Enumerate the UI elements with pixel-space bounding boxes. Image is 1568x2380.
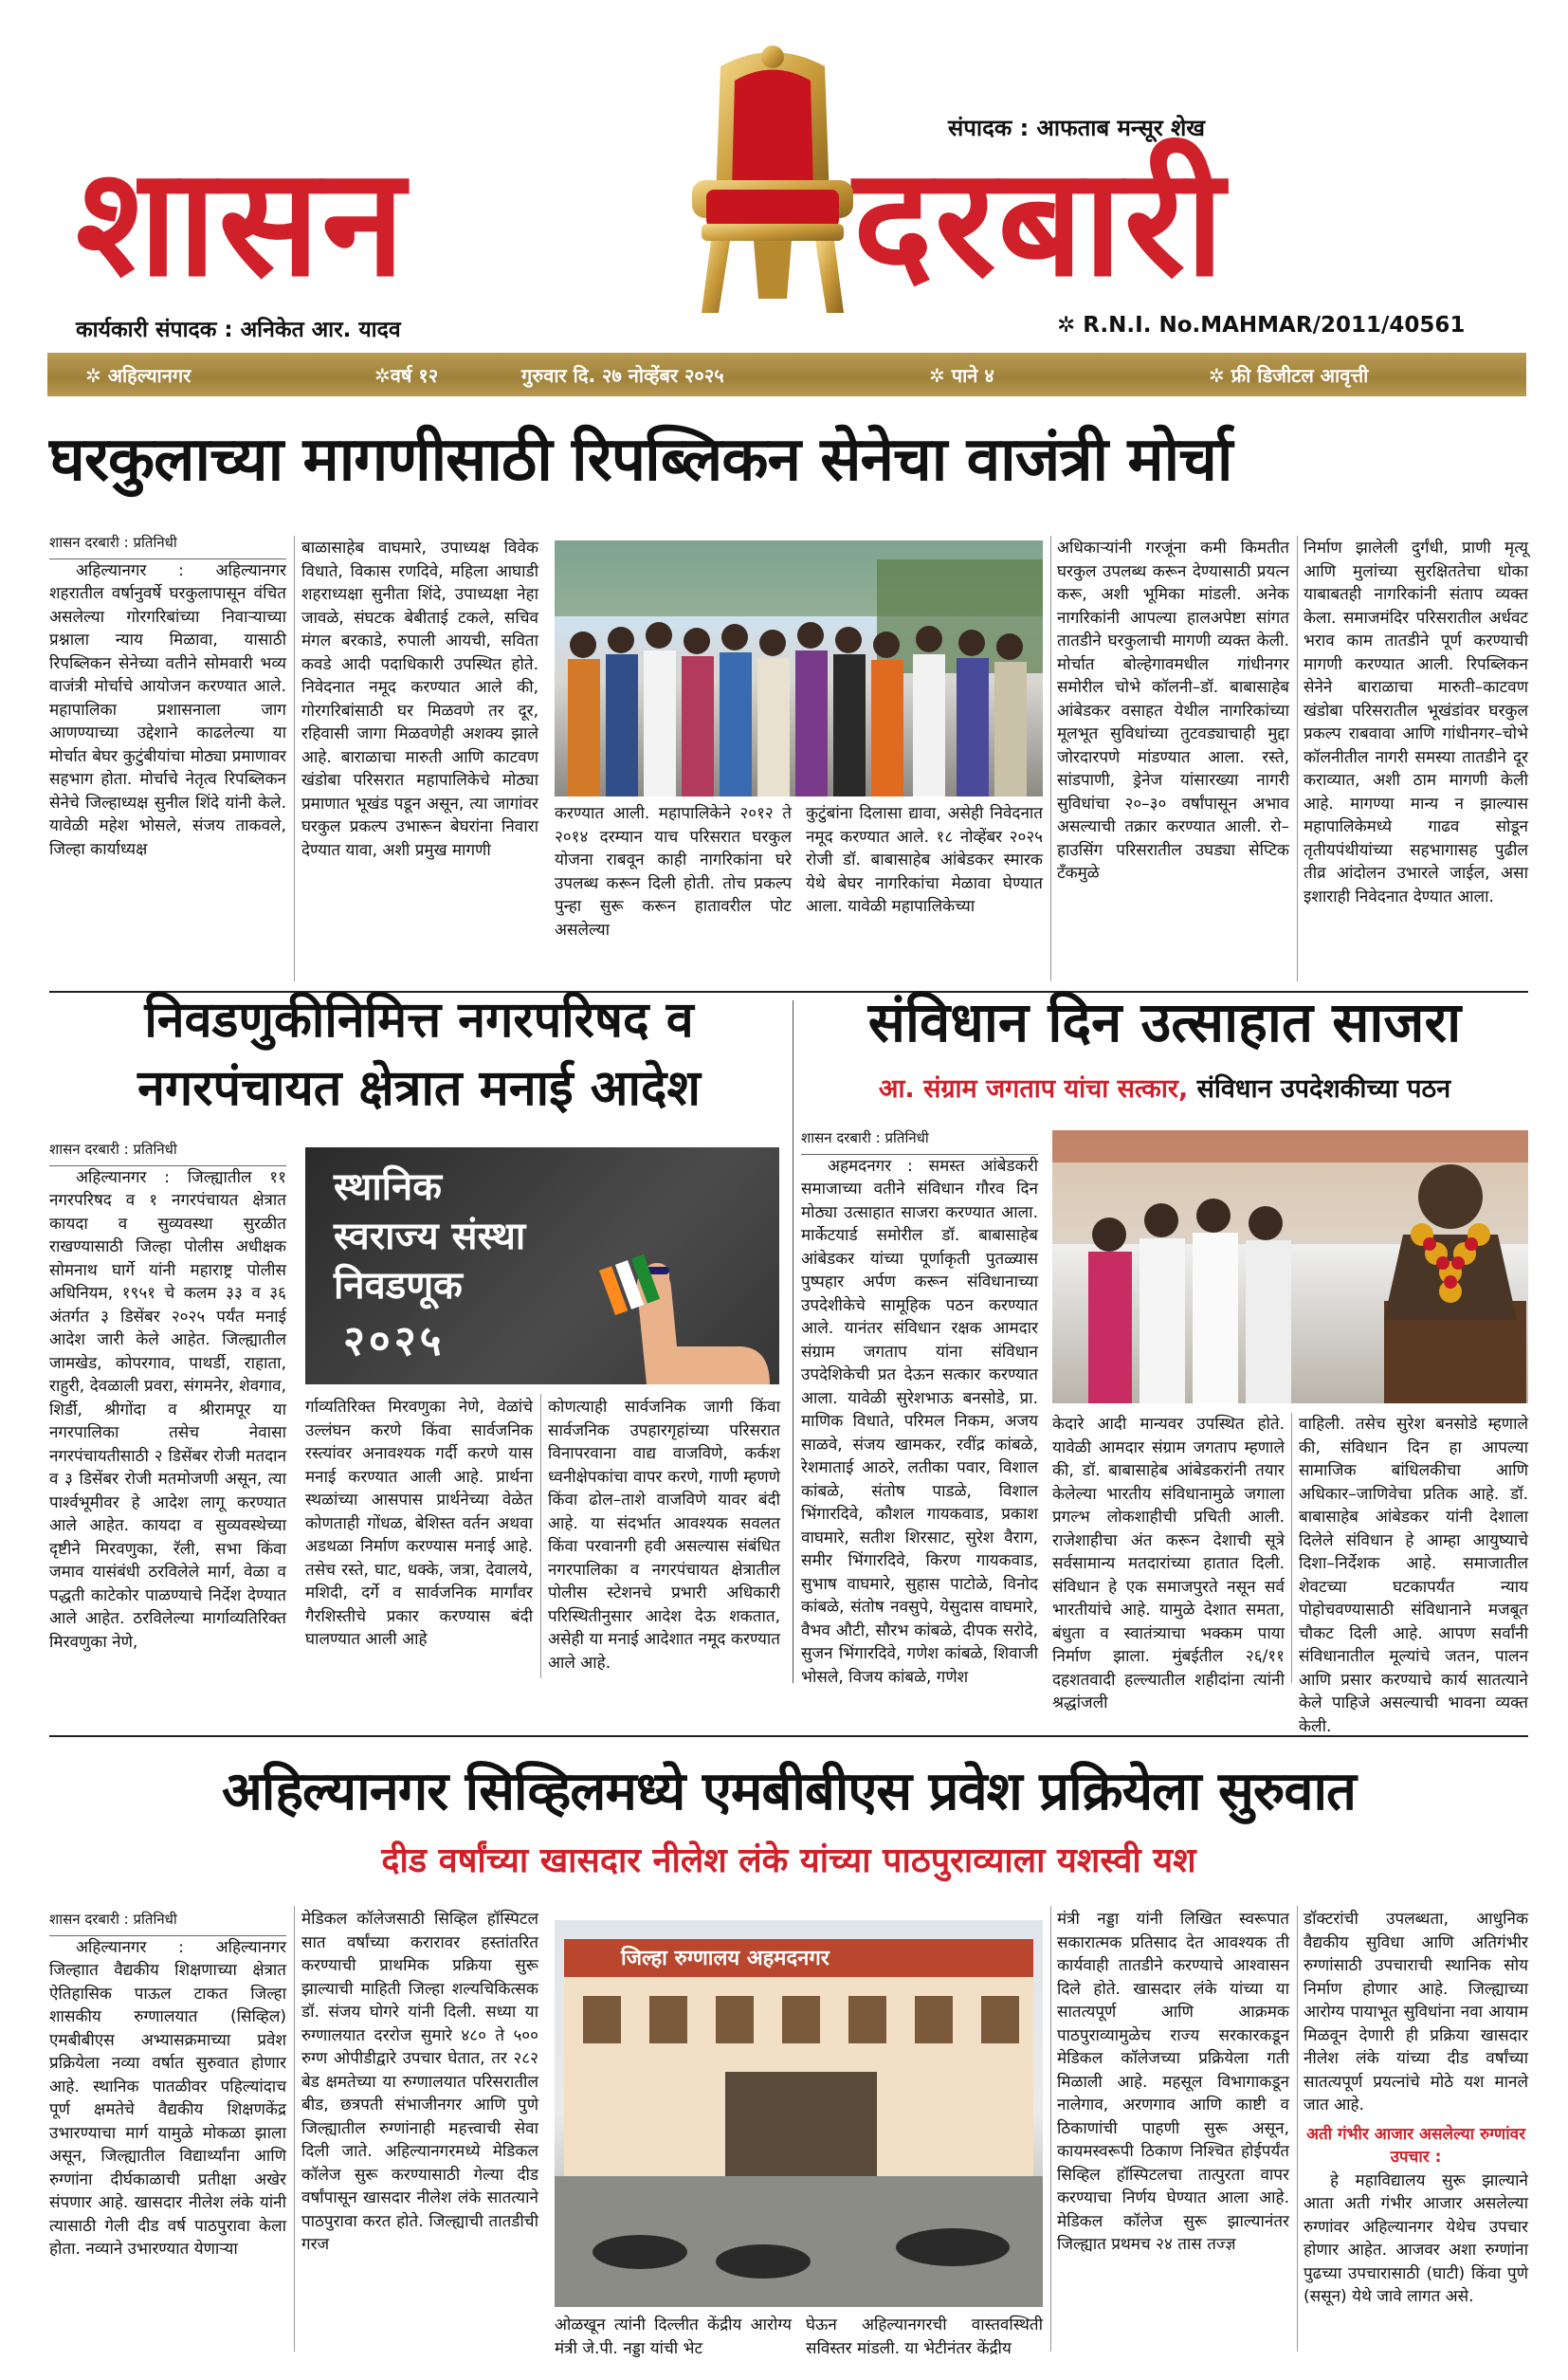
masthead-word-right: दरबारी — [853, 136, 1227, 310]
masthead — [0, 0, 1568, 353]
article2-col2: र्गाव्यतिरिक्त मिरवणुका नेणे, वेळांचे उल्लंघन करणे किंवा सार्वजनिक रस्त्यांवर अनावश्यक गर्दी करणे यास मनाई करण्यात आली आहे. प्रार्थना स्थळांच्या आसपास प्रार्थनेच्या वेळेत कोणताही गोंधळ, बेशिस्त वर्तन अथवा अडथळा निर्माण करण्यास मनाई आहे. तसेच रस्ते, घाट, धक्के, जत्रा, देवालये, मशिदी, दर्गे व सार्वजनिक मार्गांवर गैरशिस्तीचे प्रकार करण्यास बंदी घालण्यात आली आहे — [305, 1398, 533, 1649]
date-bar — [47, 353, 1526, 396]
article3-statue-photo — [1052, 1130, 1528, 1403]
article2-col3: कोणत्याही सार्वजनिक जागी किंवा सार्वजनिक उपहारगृहांच्या परिसरात विनापरवाना वाद्य वाजविणे, कर्कश ध्वनीक्षेपकांचा वापर करणे, गाणी म्हणणे किंवा ढोल–ताशे वाजविणे यावर बंदी आहे. या संदर्भात आवश्यक सवलत किंवा परवानगी हवी असल्यास संबंधित नगरपालिका व नगरपंचायत क्षेत्रातील पोलीस स्टेशनचे प्रभारी अधिकारी परिस्थितीनुसार आदेश देऊ शकतात, असेही या मनाई आदेशात नमूद करण्यात आले आहे. — [548, 1398, 780, 1673]
article1-col1: शासन दरबारी : प्रतिनिधी अहिल्यानगर : अहिल्यानगर शहरातील वर्षानुवर्षे घरकुलापासून वंचित असलेल्या गोरगरिबांच्या निवाऱ्याच्या प्रश्नाला न्याय मिळावा, यासाठी रिपब्लिकन सेनेच्या वतीने सोमवारी भव्य वाजंत्री मोर्चाचे आयोजन करण्यात आले. महापालिका प्रशासनाला जाग आणण्याच्या उद्देशाने काढलेल्या या मोर्चात बेघर कुटुंबीयांचा मोठ्या प्रमाणावर सहभाग होता. मोर्चाचे नेतृत्व रिपब्लिकन सेनेचे जिल्हाध्यक्ष सुनील शिंदे यांनी केले. यावेळी महेश भोसले, संजय ताकवले, जिल्हा कार्याध्यक्ष — [49, 531, 286, 986]
rni-number: ✲ R.N.I. No.MAHMAR/2011/40561 — [1057, 313, 1466, 338]
date-bar-pages: ✲ पाने ४ — [929, 363, 994, 387]
poster-line1: स्थानिक — [334, 1165, 442, 1209]
article1-col6: निर्माण झालेली दुर्गंधी, प्राणी मृत्यू आणि मुलांच्या सुरक्षिततेचा धोका याबाबतही नागरिकांनी संताप व्यक्त केला. समाजमंदिर परिसरातील अर्धवट भराव काम तातडीने पूर्ण करण्याची मागणी करण्यात आली. रिपब्लिकन सेनेने बाराळाचा मारुती–काटवण खंडोबा परिसरातील भूखंडांवर घरकुल प्रकल्प राबवावा आणि गांधीनगर–चोभे कॉलनीतील नागरी समस्या तातडीने दूर कराव्यात, अशी ठाम मागणी केली आहे. मागण्या मान्य न झाल्यास महापालिकेमध्ये गाढव सोडून तृतीयपंथीयांच्या सहभागासह पुढील तीव्र आंदोलन उभारले जाईल, असा इशाराही निवेदनात देण्यात आला. — [1304, 539, 1528, 906]
date-bar-year: ✲वर्ष १२ — [374, 363, 439, 387]
article3-subhead — [801, 1070, 1528, 1105]
masthead-word-left: शासन — [76, 136, 407, 310]
article1-col4: कुटुंबांना दिलासा द्यावा, असेही निवेदनात नमूद करण्यात आले. १८ नोव्हेंबर २०२५ रोजी डॉ. बाबासाहेब आंबेडकर स्मारक येथे बेघर नागरिकांचा मेळावा घेण्यात आला. यावेळी महापालिकेच्या — [806, 804, 1043, 916]
poster-line2: स्वराज्य संस्था — [334, 1215, 526, 1258]
article4-col2: मेडिकल कॉलेजसाठी सिव्हिल हॉस्पिटल सात वर्षांच्या करारावर हस्तांतरित करण्याची प्राथमिक प्रक्रिया सुरू झाल्याची माहिती जिल्हा शल्यचिकित्सक डॉ. संजय घोगरे यांनी दिली. सध्या या रुग्णालयात दररोज सुमारे ४८० ते ५०० रुग्ण ओपीडीद्वारे उपचार घेतात, तर २८२ बेड क्षमतेच्या या रुग्णालयात परिसरातील बीड, छत्रपती संभाजीनगर आणि पुणे जिल्ह्यातील रुग्णांनाही महत्त्वाची सेवा दिली जाते. अहिल्यानगरमध्ये मेडिकल कॉलेज सुरू करण्यासाठी गेल्या दीड वर्षांपासून खासदार नीलेश लंके सातत्याने पाठपुरावा करत होते. जिल्ह्याची तातडीची गरज — [301, 1910, 538, 2254]
article4-col6-subhead: अती गंभीर आजार असलेल्या रुग्णांवर उपचार : — [1305, 2124, 1526, 2167]
article3-byline: शासन दरबारी : प्रतिनिधी — [801, 1126, 1038, 1155]
article2-byline: शासन दरबारी : प्रतिनिधी — [49, 1138, 286, 1166]
article4-hospital-photo — [555, 1920, 1043, 2307]
article4-col5: मंत्री नड्डा यांनी लिखित स्वरूपात सकारात्मक प्रतिसाद देत आवश्यक ती कार्यवाही तातडीने करण्याचे आश्वासन दिले होते. खासदार लंके यांच्या या सातत्यपूर्ण आणि आक्रमक पाठपुराव्यामुळेच राज्य सरकारकडून मेडिकल कॉलेजच्या प्रक्रियेला गती मिळाली आहे. महसूल विभागाकडून नालेगाव, अरणगाव आणि काष्टी व ठिकाणांची पाहणी सुरू असून, कायमस्वरूपी ठिकाण निश्चित होईपर्यंत सिव्हिल हॉस्पिटलचा तात्पुरता वापर करण्याचा निर्णय घेण्यात आला आहे. मेडिकल कॉलेज सुरू झाल्यानंतर जिल्ह्यात प्रथमच २४ तास तज्ज्ञ — [1057, 1910, 1289, 2254]
article3-col2: केदारे आदी मान्यवर उपस्थित होते. यावेळी आमदार संग्राम जगताप म्हणाले की, डॉ. बाबासाहेब आंबेडकरांनी तयार केलेल्या भारतीय संविधानामुळे जगाला प्रगल्भ लोकशाहीची प्रचिती आली. राजेशाहीचा अंत करून देशाची सूत्रे सर्वसामान्य मतदारांच्या हातात दिली. संविधान हे एक समाजपुरते नसून सर्व भारतीयांचे आहे. यामुळे देशात समता, बंधुता व स्वातंत्र्याचा भक्कम पाया निर्माण झाला. मुंबईतील २६/११ दहशतवादी हल्ल्यातील शहीदांना त्यांनी श्रद्धांजली — [1052, 1415, 1285, 1712]
article1-col5: अधिकाऱ्यांनी गरजूंना कमी किमतीत घरकुल उपलब्ध करून देण्यासाठी प्रयत्न करू, अशी भूमिका मांडली. अनेक नागरिकांनी आपल्या हालअपेष्टा सांगत तातडीने घरकुलाची मागणी व्यक्त केली. मोर्चात बोल्हेगावमधील गांधीनगर समोरील चोभे कॉलनी–डॉ. बाबासाहेब आंबेडकर वसाहत येथील नागरिकांच्या मूलभूत सुविधांच्या तुटवड्याचाही मुद्दा जोरदारपणे मांडण्यात आला. रस्ते, सांडपाणी, ड्रेनेज यांसारख्या नागरी सुविधांचा २०–३० वर्षांपासून अभाव असल्याची तक्रार करण्यात आली. रो–हाउसिंग परिसरातील उघड्या सेप्टिक टँकमुळे — [1057, 539, 1289, 883]
article4-col4: घेऊन अहिल्यानगरची वास्तवस्थिती सविस्तर मांडली. या भेटीनंतर केंद्रीय — [806, 2316, 1043, 2358]
article3-subhead-black: संविधान उपदेशकीच्या पठन — [1188, 1074, 1451, 1104]
article3-col1: शासन दरबारी : प्रतिनिधी अहमदनगर : समस्त आंबेडकरी समाजाच्या वतीने संविधान गौरव दिन मोठ्या उत्साहात साजरा करण्यात आला. मार्केटयार्ड समोरील डॉ. बाबासाहेब आंबेडकर यांच्या पूर्णाकृती पुतळ्यास पुष्पहार अर्पण करून संविधानाच्या उपदेशीकेचे सामूहिक पठन करण्यात आले. यानंतर संविधान रक्षक आमदार संग्राम जगताप यांना संविधान उपदेशिकेची प्रत देऊन सत्कार करण्यात आला. यावेळी सुरेशभाऊ बनसोडे, प्रा. माणिक विधाते, परिमल निकम, अजय साळवे, संजय खामकर, रवींद्र कांबळे, रेशमाताई आठरे, लतीका पवार, विशाल कांबळे, संतोष पाडळे, विशाल भिंगारदिवे, कौशल गायकवाड, प्रकाश वाघमारे, सतीश शिरसाट, सुरेश वैराग, समीर भिंगारदिवे, किरण गायकवाड, सुभाष वाघमारे, सुहास पाटोळे, विनोद कांबळे, संतोष नवसुपे, येसुदास वाघमारे, वैभव औटी, सौरभ कांबळे, दीपक सरोदे, सुजन भिंगारदिवे, गणेश कांबळे, शिवाजी भोसले, विजय कांबळे, गणेश — [801, 1126, 1038, 1688]
article1-col2: बाळासाहेब वाघमारे, उपाध्यक्ष विवेक विधाते, विकास रणदिवे, महिला आघाडी शहराध्यक्षा सुनीता शिंदे, उपाध्यक्षा नेहा जावळे, संघटक बेबीताई टकले, सचिव मंगल बरकाडे, रुपाली आयची, सविता कवडे आदी पदाधिकारी उपस्थित होते. निवेदनात नमूद करण्यात आले की, गोरगरिबांसाठी घर मिळवणे तर दूर, रहिवासी जागा मिळवणेही अशक्य झाले आहे. बाराळाचा मारुती आणि काटवण खंडोबा परिसरात महापालिकेचे मोठ्या प्रमाणात भूखंड पडून असून, त्या जागांवर घरकुल प्रकल्प उभारून बेघरांना निवारा देण्यात यावा, अशी प्रमुख मागणी — [301, 539, 538, 860]
inked-finger-icon — [590, 1204, 779, 1384]
article4-headline: अहिल्यानगर सिव्हिलमध्ये एमबीबीएस प्रवेश प्रक्रियेला सुरुवात — [222, 1761, 1356, 1822]
protest-crowd-icon — [555, 540, 1043, 796]
date-bar-date: गुरुवार दि. २७ नोव्हेंबर २०२५ — [521, 363, 724, 387]
article2-col1: शासन दरबारी : प्रतिनिधी अहिल्यानगर : जिल्ह्यातील ११ नगरपरिषद व १ नगरपंचायत क्षेत्रात कायदा व सुव्यवस्था सुरळीत राखण्यासाठी जिल्हा पोलीस अधीक्षक सोमनाथ घार्गे यांनी महाराष्ट्र पोलीस अधिनियम, १९५१ चे कलम ३३ व ३६ अंतर्गत ३ डिसेंबर २०२५ पर्यंत मनाई आदेश जारी केले आहेत. जिल्ह्यातील जामखेड, कोपरगाव, पाथर्डी, राहाता, राहुरी, देवळाली प्रवरा, संगमनेर, शेवगाव, शिर्डी, श्रीगोंदा व श्रीरामपूर या नगरपालिका तसेच नेवासा नगरपंचायतीसाठी २ डिसेंबर रोजी मतदान व ३ डिसेंबर रोजी मतमोजणी असून, त्या पार्श्वभूमीवर हे आदेश लागू करण्यात आले आहेत. कायदा व सुव्यवस्थेच्या दृष्टीने मिरवणुका, रॅली, सभा किंवा जमाव यासंबंधी ठरविलेले मार्ग, वेळा व पद्धती काटेकोर पाळण्याचे निर्देश देण्यात आले आहेत. ठरविलेल्या मार्गाव्यतिरिक्त मिरवणुका नेणे, — [49, 1138, 286, 1688]
article3-subhead-red: आ. संग्राम जगताप यांचा सत्कार, — [878, 1074, 1189, 1104]
statue-garland-icon — [1052, 1130, 1528, 1403]
throne-logo-icon — [664, 38, 882, 322]
article1-protest-photo — [555, 540, 1043, 796]
article4-col6: डॉक्टरांची उपलब्धता, आधुनिक वैद्यकीय सुविधा आणि अतिगंभीर रुग्णांसाठी उपचाराची स्थानिक सोय निर्माण होणार आहे. जिल्ह्याच्या आरोग्य पायाभूत सुविधांना नवा आयाम मिळवून देणारी ही प्रक्रिया खासदार नीलेश लंके यांच्या दीड वर्षांच्या सातत्यपूर्ण प्रयत्नांचे मोठे यश मानले जात आहे. अती गंभीर आजार असलेल्या रुग्णांवर उपचार : हे महाविद्यालय सुरू झाल्याने आता अती गंभीर आजार असलेल्या रुग्णांवर अहिल्यानगर येथेच उपचार होणार आहेत. आजवर अशा रुग्णांना पुढच्या उपचारासाठी (घाटी) किंवा पुणे (ससून) येथे जावे लागत असे. — [1304, 1910, 1528, 2306]
article4-col3: ओळखून त्यांनी दिल्लीत केंद्रीय आरोग्य मंत्री जे.पी. नड्डा यांची भेट — [555, 2316, 792, 2358]
article1-col3: करण्यात आली. महापालिकेने २०१२ ते २०१४ दरम्यान याच परिसरात घरकुल योजना राबवून काही नागरिकांना घरे उपलब्ध करून दिली होती. तोच प्रकल्प पुन्हा सुरू करून हातावरील पोट असलेल्या — [555, 804, 792, 940]
article3-col3: वाहिली. तसेच सुरेश बनसोडे म्हणाले की, संविधान दिन हा आपल्या सामाजिक बांधिलकीचा आणि अधिकार–जाणिवेचा प्रतिक आहे. डॉ. बाबासाहेब आंबेडकर यांनी देशाला दिलेले संविधान हे आम्हा आयुष्याचे दिशा–निर्देशक आहे. समाजातील शेवटच्या घटकापर्यंत न्याय पोहोचवण्यासाठी संविधानाने मजबूत चौकट दिली आहे. आपण सर्वांनी संविधानातील मूल्यांचे जतन, पालन आणि प्रसार करण्याचे कार्य सातत्याने केले पाहिजे असल्याची भावना व्यक्त केली. — [1299, 1415, 1528, 1736]
article2-headline-line1: निवडणुकीनिमित्त नगरपरिषद व — [144, 992, 694, 1049]
article4-byline: शासन दरबारी : प्रतिनिधी — [49, 1908, 286, 1936]
hospital-building-icon — [555, 1920, 1043, 2307]
article1-headline: घरकुलाच्या मागणीसाठी रिपब्लिकन सेनेचा वाजंत्री मोर्चा — [49, 425, 1232, 495]
article2-headline-line2: नगरपंचायत क्षेत्रात मनाई आदेश — [137, 1060, 701, 1117]
article1-byline: शासन दरबारी : प्रतिनिधी — [49, 531, 286, 559]
date-bar-edition: ✲ फ्री डिजीटल आवृत्ती — [1209, 363, 1369, 387]
poster-line4: २०२५ — [343, 1317, 446, 1365]
hospital-sign: जिल्हा रुग्णालय अहमदनगर — [621, 1947, 830, 1970]
article4-subhead: दीड वर्षांच्या खासदार नीलेश लंके यांच्या पाठपुराव्याला यशस्वी यश — [381, 1841, 1196, 1880]
editor-line: संपादक : आफताब मन्सूर शेख — [948, 115, 1205, 141]
article4-col1: शासन दरबारी : प्रतिनिधी अहिल्यानगर : अहिल्यानगर जिल्हाात वैद्यकीय शिक्षणाच्या क्षेत्रात ऐतिहासिक पाऊल टाकत जिल्हा शासकीय रुग्णालयात (सिव्हिल) एमबीबीएस अभ्यासक्रमाच्या प्रवेश प्रक्रियेला नव्या वर्षात सुरुवात होणार आहे. स्थानिक पातळीवर पहिल्यांदाच पूर्ण क्षमतेचे वैद्यकीय शिक्षणकेंद्र उभारण्याचा मार्ग यामुळे मोकळा झाला असून, जिल्ह्यातील विद्यार्थ्यांना आणि रुग्णांना दीर्घकाळाची प्रतीक्षा अखेर संपणार आहे. खासदार नीलेश लंके यांनी त्यासाठी गेली दीड वर्ष पाठपुरावा केला होता. नव्याने उभारण्यात येणाऱ्या — [49, 1908, 286, 2363]
poster-line3: निवडणूक — [334, 1264, 463, 1308]
election-poster — [305, 1147, 779, 1384]
article3-headline: संविधान दिन उत्साहात साजरा — [867, 990, 1462, 1054]
date-bar-city: ✲ अहिल्यानगर — [85, 363, 191, 387]
exec-editor-line: कार्यकारी संपादक : अनिकेत आर. यादव — [76, 318, 401, 342]
